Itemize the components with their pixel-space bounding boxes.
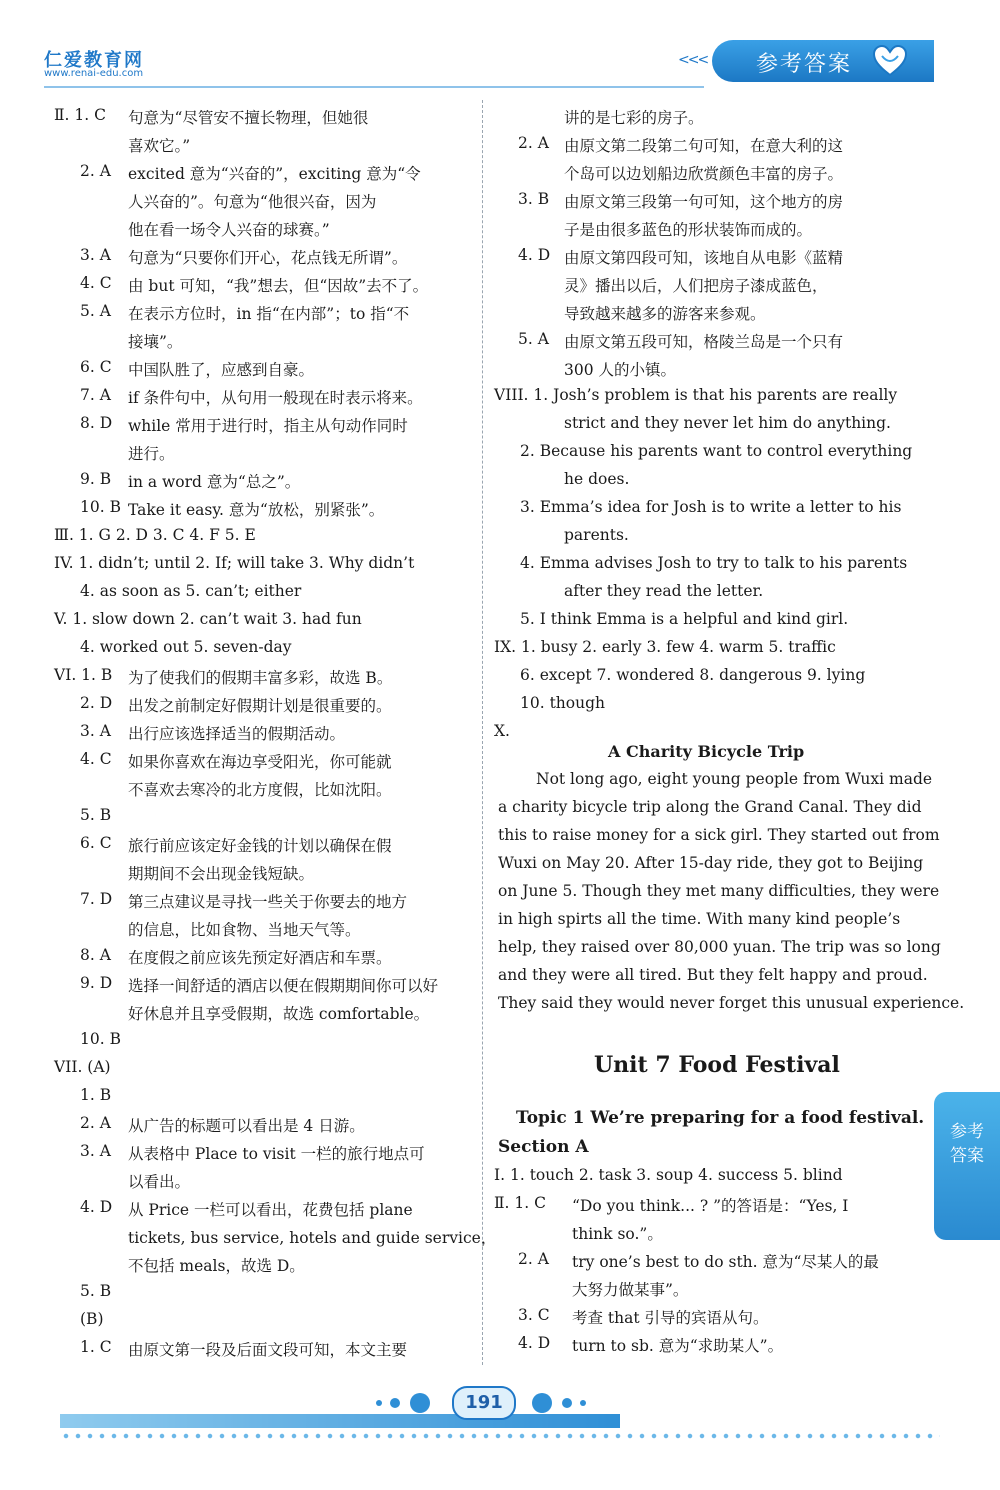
answer-text: while 常用于进行时，指主从句动作同时 (128, 417, 408, 435)
essay-line: this to raise money for a sick girl. They started out from (498, 826, 940, 844)
answer-text: 中国队胜了，应感到自豪。 (128, 361, 315, 379)
answer-label: 9. D (80, 974, 113, 992)
answer-text: 讲的是七彩的房子。 (564, 109, 704, 127)
answer-text: 2. Because his parents want to control everything (520, 442, 913, 460)
answer-text: 的信息，比如食物、当地天气等。 (128, 921, 361, 939)
answer-text: excited 意为“兴奋的”，exciting 意为“令 (128, 165, 421, 183)
footer-dots (60, 1432, 940, 1440)
answer-text: V. 1. slow down 2. can’t wait 3. had fun (54, 610, 362, 628)
answer-label: 3. A (80, 722, 111, 740)
dot-icon (532, 1393, 552, 1413)
answer-text: 10. though (520, 694, 606, 712)
answer-label: 2. A (80, 162, 111, 180)
answer-text: 在表示方位时，in 指“在内部”；to 指“不 (128, 305, 410, 323)
answer-text: 个岛可以边划船边欣赏颜色丰富的房子。 (564, 165, 844, 183)
answer-label: VI. 1. B (54, 666, 113, 684)
answer-text: Ⅰ. 1. touch 2. task 3. soup 4. success 5. blind (494, 1166, 843, 1184)
answer-text: “Do you think... ? ”的答语是：“Yes, I (572, 1197, 849, 1215)
answer-text: turn to sb. 意为“求助某人”。 (572, 1337, 784, 1355)
side-tab-label: 参考答案 (950, 1122, 984, 1166)
answer-text: if 条件句中，从句用一般现在时表示将来。 (128, 389, 423, 407)
answer-text: 由原文第三段第一句可知，这个地方的房 (564, 193, 844, 211)
answer-label: 8. D (80, 414, 113, 432)
answer-text: 不喜欢去寒冷的北方度假，比如沈阳。 (128, 781, 392, 799)
essay-line: Wuxi on May 20. After 15-day ride, they got to Beijing (498, 854, 924, 872)
section-title: Section A (498, 1137, 589, 1157)
answer-label: 1. B (80, 1086, 112, 1104)
answer-text: 大努力做某事”。 (572, 1281, 689, 1299)
answer-text: 接壤”。 (128, 333, 183, 351)
answer-text: 不包括 meals，故选 D。 (128, 1257, 305, 1275)
answer-text: 如果你喜欢在海边享受阳光，你可能就 (128, 753, 392, 771)
answer-text: in a word 意为“总之”。 (128, 473, 301, 491)
answer-text: 在度假之前应该先预定好酒店和车票。 (128, 949, 392, 967)
answer-text: 人兴奋的”。句意为“他很兴奋，因为 (128, 193, 377, 211)
answer-text: 句意为“只要你们开心，花点钱无所谓”。 (128, 249, 408, 267)
answer-label: 4. C (80, 274, 112, 292)
answer-text: 4. Emma advises Josh to try to talk to his parents (520, 554, 908, 572)
answer-text: 由原文第一段及后面文段可知，本文主要 (128, 1341, 408, 1359)
answer-text: 出行应该选择适当的假期活动。 (128, 725, 346, 743)
answer-text: Ⅲ. 1. G 2. D 3. C 4. F 5. E (54, 526, 256, 544)
answer-text: 4. as soon as 5. can’t; either (80, 582, 302, 600)
answer-label: 7. D (80, 890, 113, 908)
answer-text: IV. 1. didn’t; until 2. If; will take 3. Why didn’t (54, 554, 415, 572)
answer-label: 5. B (80, 806, 112, 824)
answer-text: 子是由很多蓝色的形状装饰而成的。 (564, 221, 813, 239)
brand-url: www.renai-edu.com (44, 68, 144, 79)
answer-text: he does. (564, 470, 630, 488)
answer-text: 考查 that 引导的宾语从句。 (572, 1309, 769, 1327)
answer-text: 300 人的小镇。 (564, 361, 677, 379)
answer-text: 句意为“尽管安不擅长物理，但她很 (128, 109, 369, 127)
answer-label: 5. A (80, 302, 111, 320)
answer-label: 6. C (80, 834, 112, 852)
answer-text: 3. Emma’s idea for Josh is to write a letter to his (520, 498, 902, 516)
answer-label: 2. A (518, 134, 549, 152)
answer-text: 5. I think Emma is a helpful and kind girl. (520, 610, 849, 628)
answer-text: think so.”。 (572, 1225, 663, 1243)
answer-label: 3. A (80, 246, 111, 264)
brand-name: 仁爱教育网 (44, 50, 144, 71)
answer-label: Ⅱ. 1. C (494, 1194, 546, 1212)
essay-line: help, they raised over 80,000 yuan. The trip was so long (498, 938, 941, 956)
answer-text: VII. (A) (54, 1058, 111, 1076)
answer-label: 4. D (80, 1198, 113, 1216)
answer-text: 由原文第五段可知，格陵兰岛是一个只有 (564, 333, 844, 351)
answer-label: 7. A (80, 386, 111, 404)
answer-label: 4. C (80, 750, 112, 768)
answer-text: 由原文第四段可知，该地自从电影《蓝精 (564, 249, 844, 267)
answer-text: 期期间不会出现金钱短缺。 (128, 865, 315, 883)
unit-title: Unit 7 Food Festival (594, 1052, 840, 1078)
dot-icon (410, 1393, 430, 1413)
answer-text: Take it easy. 意为“放松，别紧张”。 (128, 501, 385, 519)
answer-label: 2. A (80, 1114, 111, 1132)
answer-label: 10. B (80, 498, 121, 516)
answer-text: 旅行前应该定好金钱的计划以确保在假 (128, 837, 392, 855)
column-divider (482, 100, 483, 1365)
dot-icon (580, 1400, 586, 1406)
topic-title: Topic 1 We’re preparing for a food festival. (516, 1108, 925, 1128)
page-header (0, 0, 1000, 92)
answer-text: 从 Price 一栏可以看出，花费包括 plane (128, 1201, 413, 1219)
answer-text: IX. 1. busy 2. early 3. few 4. warm 5. traffic (494, 638, 836, 656)
heart-icon (872, 44, 908, 78)
answer-text: parents. (564, 526, 629, 544)
answer-text: 从广告的标题可以看出是 4 日游。 (128, 1117, 365, 1135)
answer-text: 导致越来越多的游客来参观。 (564, 305, 766, 323)
answer-text: X. (494, 722, 510, 740)
page-number: 191 (452, 1386, 516, 1420)
answer-label: 3. B (518, 190, 550, 208)
essay-line: in high spirts all the time. With many kind people’s (498, 910, 901, 928)
answer-text: 喜欢它。” (128, 137, 191, 155)
answer-text: 第三点建议是寻找一些关于你要去的地方 (128, 893, 408, 911)
answer-text: try one’s best to do sth. 意为“尽某人的最 (572, 1253, 879, 1271)
section-tab-label: 参考答案 (756, 52, 853, 77)
answer-text: 进行。 (128, 445, 175, 463)
answer-text: 由原文第二段第二句可知，在意大利的这 (564, 137, 844, 155)
answer-label: 2. D (80, 694, 113, 712)
essay-line: on June 5. Though they met many difficulties, they were (498, 882, 940, 900)
answer-label: Ⅱ. 1. C (54, 106, 106, 124)
answer-label: 9. B (80, 470, 112, 488)
essay-line: They said they would never forget this unusual experience. (498, 994, 965, 1012)
answer-label: 3. C (518, 1306, 550, 1324)
answer-text: 选择一间舒适的酒店以便在假期期间你可以好 (128, 977, 439, 995)
answer-text: strict and they never let him do anything. (564, 414, 891, 432)
answer-text: 他在看一场令人兴奋的球赛。” (128, 221, 330, 239)
dot-icon (376, 1400, 382, 1406)
dot-icon (390, 1398, 400, 1408)
answer-label: 8. A (80, 946, 111, 964)
essay-line: Not long ago, eight young people from Wuxi made (536, 770, 933, 788)
answer-text: 从表格中 Place to visit 一栏的旅行地点可 (128, 1145, 425, 1163)
answer-label: 4. D (518, 1334, 551, 1352)
answer-label: 4. D (518, 246, 551, 264)
answer-text: 好休息并且享受假期，故选 comfortable。 (128, 1005, 430, 1023)
answer-text: VIII. 1. Josh’s problem is that his parents are really (494, 386, 898, 404)
header-rule (44, 86, 704, 88)
answer-label: 5. B (80, 1282, 112, 1300)
essay-line: and they were all tired. But they felt happy and proud. (498, 966, 928, 984)
answer-label: 3. A (80, 1142, 111, 1160)
dot-icon (562, 1398, 572, 1408)
answer-text: 6. except 7. wondered 8. dangerous 9. lying (520, 666, 866, 684)
answer-text: 4. worked out 5. seven-day (80, 638, 292, 656)
answer-text: 以看出。 (128, 1173, 191, 1191)
answer-text: 出发之前制定好假期计划是很重要的。 (128, 697, 392, 715)
footer-band (60, 1414, 620, 1428)
essay-line: a charity bicycle trip along the Grand Canal. They did (498, 798, 922, 816)
answer-label: 10. B (80, 1030, 121, 1048)
answer-text: 由 but 可知，“我”想去，但“因故”去不了。 (128, 277, 429, 295)
answer-label: 1. C (80, 1338, 112, 1356)
answer-text: after they read the letter. (564, 582, 764, 600)
answer-label: 2. A (518, 1250, 549, 1268)
answer-text: 灵》播出以后，人们把房子漆成蓝色， (564, 277, 828, 295)
answer-text: (B) (80, 1310, 104, 1328)
arrow-icon: <<< (678, 52, 708, 68)
answer-label: 5. A (518, 330, 549, 348)
answer-text: 为了使我们的假期丰富多彩，故选 B。 (128, 669, 393, 687)
essay-title: A Charity Bicycle Trip (608, 742, 805, 761)
answer-text: tickets, bus service, hotels and guide service， (128, 1229, 497, 1247)
answer-label: 6. C (80, 358, 112, 376)
